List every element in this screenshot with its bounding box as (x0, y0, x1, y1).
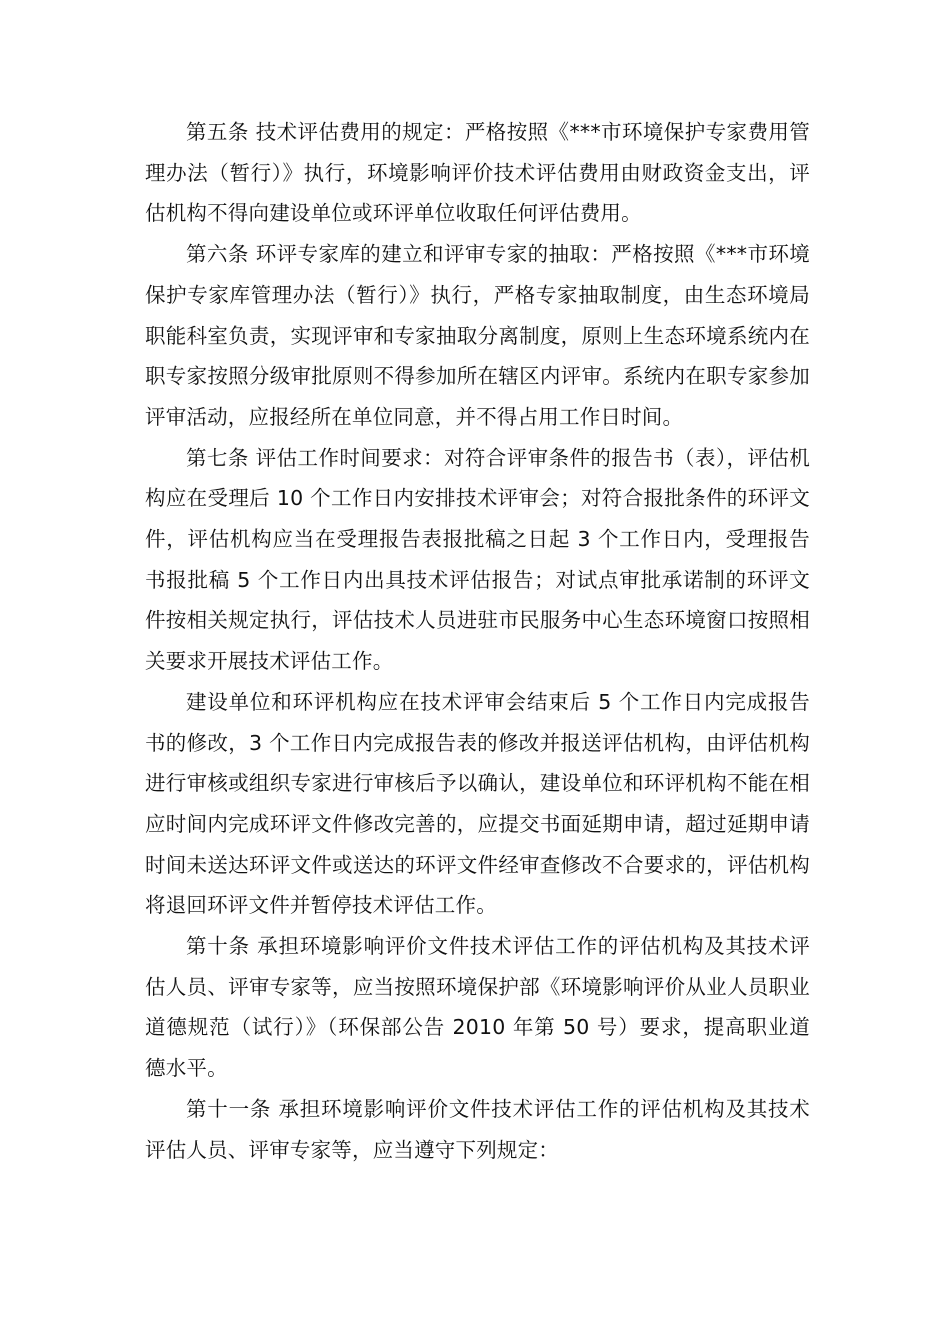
paragraph-article-7: 第七条 评估工作时间要求：对符合评审条件的报告书（表），评估机构应在受理后 10 个工作日内安排技术评审会；对符合报批条件的环评文件，评估机构应当在受理报告表报批稿之日起 3 个工作日内，受理报告书报批稿 5 个工作日内出具技术评估报告；对试点审批承诺制的环评文件按相关规定执行，评估技术人员进驻市民服务中心生态环境窗口按照相关要求开展技术评估工作。 (145, 445, 810, 674)
paragraph-revision-deadline: 建设单位和环评机构应在技术评审会结束后 5 个工作日内完成报告书的修改，3 个工作日内完成报告表的修改并报送评估机构，由评估机构进行审核或组织专家进行审核后予以确认，建设单位和环评机构不能在相应时间内完成环评文件修改完善的，应提交书面延期申请，超过延期申请时间未送达环评文件或送达的环评文件经审查修改不合要求的，评估机构将退回环评文件并暂停技术评估工作。 (145, 689, 810, 918)
paragraph-article-5: 第五条 技术评估费用的规定：严格按照《***市环境保护专家费用管理办法（暂行）》执行，环境影响评价技术评估费用由财政资金支出，评估机构不得向建设单位或环评单位收取任何评估费用。 (145, 120, 810, 226)
paragraph-article-6: 第六条 环评专家库的建立和评审专家的抽取：严格按照《***市环境保护专家库管理办法（暂行）》执行，严格专家抽取制度，由生态环境局职能科室负责，实现评审和专家抽取分离制度，原则上生态环境系统内在职专家按照分级审批原则不得参加所在辖区内评审。系统内在职专家参加评审活动，应报经所在单位同意，并不得占用工作日时间。 (145, 242, 810, 429)
paragraph-article-10: 第十条 承担环境影响评价文件技术评估工作的评估机构及其技术评估人员、评审专家等，应当按照环境保护部《环境影响评价从业人员职业道德规范（试行）》（环保部公告 2010 年第 50 号）要求，提高职业道德水平。 (145, 934, 810, 1081)
paragraph-article-11: 第十一条 承担环境影响评价文件技术评估工作的评估机构及其技术评估人员、评审专家等，应当遵守下列规定： (145, 1096, 810, 1162)
document-page (145, 112, 810, 1170)
